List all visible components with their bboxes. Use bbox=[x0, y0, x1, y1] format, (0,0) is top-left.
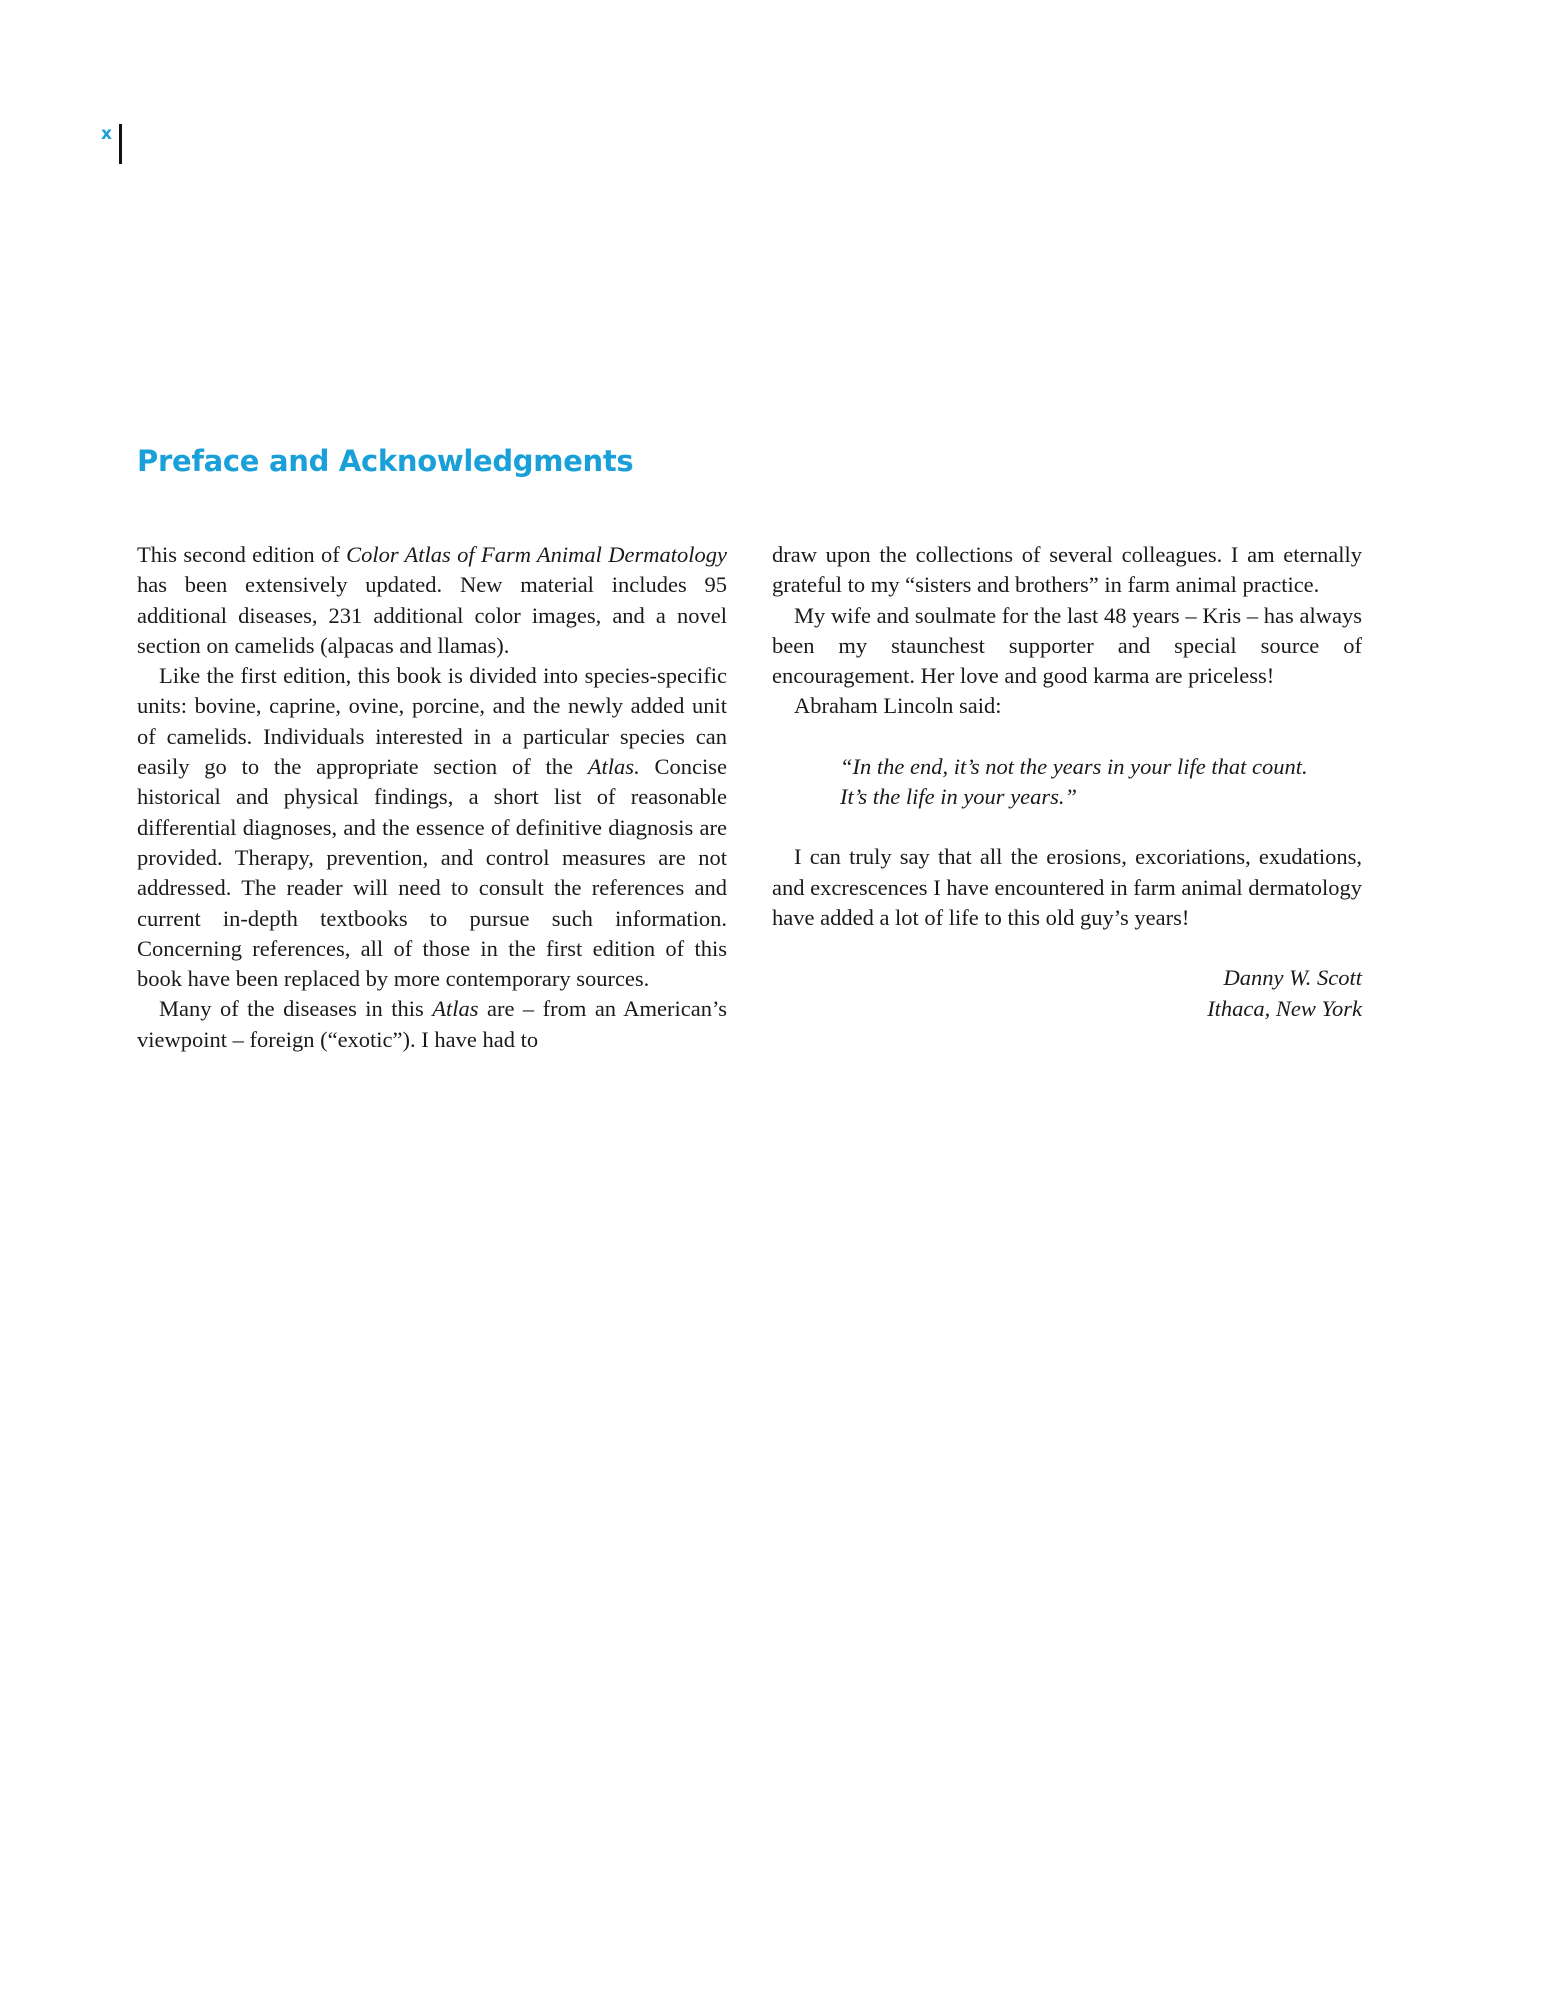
paragraph-exotic-continued: draw upon the collections of several colleagues. I am eternally grateful to my “sisters and brothers” in farm animal practice. bbox=[772, 542, 1362, 598]
quote-line-1: “In the end, it’s not the years in your life that count. bbox=[840, 753, 1308, 779]
quote-line-2: It’s the life in your years.” bbox=[840, 784, 1078, 810]
left-column bbox=[137, 540, 727, 1055]
paragraph-exotic-text-b: are – from an American’s viewpoint – foreign (“exotic”). I have had to bbox=[137, 996, 727, 1052]
paragraph-structure bbox=[137, 661, 727, 994]
page-number: x bbox=[101, 124, 112, 144]
page-folio bbox=[101, 124, 122, 164]
paragraph-exotic bbox=[137, 994, 727, 1055]
lincoln-quote bbox=[840, 752, 1362, 813]
paragraph-exotic-text-a: Many of the diseases in this bbox=[159, 996, 433, 1022]
atlas-word: Atlas bbox=[432, 996, 479, 1022]
paragraph-structure-text-a: Like the first edition, this book is divided into species-specific units: bovine, caprine, ovine, porcine, and the newly added unit of camelids. Individuals interested in a particular species can easily go to the appropriate section of the bbox=[137, 663, 727, 780]
paragraph-wife: My wife and soulmate for the last 48 years – Kris – has always been my staunchest supporter and special source of encouragement. Her love and good karma are priceless! bbox=[772, 602, 1362, 689]
signature-name: Danny W. Scott bbox=[1223, 965, 1362, 991]
signature-place: Ithaca, New York bbox=[1207, 995, 1362, 1021]
paragraph-lincoln: Abraham Lincoln said: bbox=[794, 693, 1002, 719]
right-column bbox=[772, 540, 1362, 1024]
folio-rule bbox=[119, 124, 122, 164]
paragraph-intro-text-b: has been extensively updated. New material includes 95 additional diseases, 231 additional color images, and a novel section on camelids (alpacas and llamas). bbox=[137, 572, 727, 658]
paragraph-closing: I can truly say that all the erosions, excoriations, exudations, and excrescences I have encountered in farm animal dermatology have added a lot of life to this old guy’s years! bbox=[772, 844, 1362, 930]
paragraph-structure-text-b: Concise historical and physical findings, a short list of reasonable differential diagnoses, and the essence of definitive diagnosis are provided. Therapy, prevention, and control measures are not addressed. The reader will need to consult the references and current in-depth textbooks to pursue such information. Concerning references, all of those in the first edition of this book have been replaced by more contemporary sources. bbox=[137, 754, 727, 992]
paragraph-intro bbox=[137, 540, 727, 661]
signature bbox=[772, 963, 1362, 1024]
paragraph-intro-text-a: This second edition of bbox=[137, 542, 347, 567]
atlas-word: Atlas. bbox=[587, 754, 640, 780]
book-title: Color Atlas of Farm Animal Dermatology bbox=[346, 542, 727, 567]
page-title: Preface and Acknowledgments bbox=[137, 444, 634, 478]
